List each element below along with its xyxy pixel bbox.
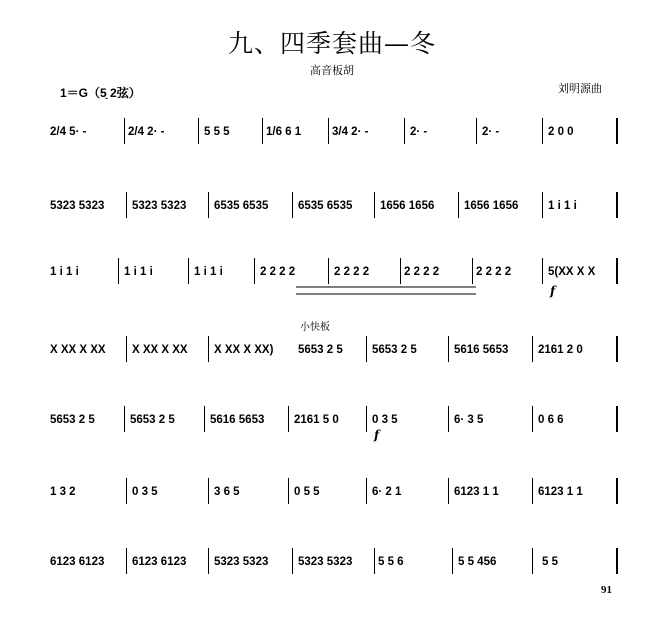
measure: 5323 5323 [214,556,269,568]
bar-line [208,336,209,362]
measure: 2· - [410,126,428,138]
tempo-marking: 小快板 [300,322,330,333]
bar-line [616,478,618,504]
score-row-2 [48,190,618,224]
bar-line [616,258,618,284]
measure: 3/4 2· - [332,126,369,138]
measure: 2 2 2 2 [334,266,370,278]
bar-line [404,118,405,144]
bar-line [542,192,543,218]
dynamic-marking: f [374,428,380,442]
bar-line [292,548,293,574]
measure: 5(XX X X [548,266,596,278]
measure: 2 2 2 2 [476,266,512,278]
page-number: 91 [601,584,612,596]
measure: X XX X XX [132,344,188,356]
bar-line [448,336,449,362]
bar-line [542,258,543,284]
measure: 2 0 0 [548,126,574,138]
bar-line [616,118,618,144]
measure: 1 i 1 i [548,200,577,212]
bar-line [126,548,127,574]
measure: 2/4 2· - [128,126,165,138]
measure: 2/4 5· - [50,126,87,138]
bar-line [198,118,199,144]
score-row-3 [48,256,618,298]
bar-line [400,258,401,284]
bar-line [328,258,329,284]
measure: 1 i 1 i [124,266,153,278]
measure: 2 2 2 2 [260,266,296,278]
bar-line [452,548,453,574]
measure: 2 2 2 2 [404,266,440,278]
measure: 5323 5323 [132,200,187,212]
bar-line [616,406,618,432]
bar-line [118,258,119,284]
measure: 2161 2 0 [538,344,583,356]
piece-title: 九、四季套曲—冬 [227,29,436,58]
measure: 1 i 1 i [194,266,223,278]
measure: 2161 5 0 [294,414,339,426]
measure: 5 5 5 [204,126,230,138]
dynamic-marking: f [550,284,556,298]
bar-line [374,548,375,574]
bar-line [288,406,289,432]
composer-credit: 刘明源曲 [558,82,602,95]
bar-line [472,258,473,284]
bar-line [204,406,205,432]
bar-line [126,192,127,218]
bar-line [616,192,618,218]
score-row-6 [48,476,618,510]
measure: 3 6 5 [214,486,240,498]
instrument-label: 高音板胡 [310,64,354,77]
bar-line [292,192,293,218]
bar-line [126,478,127,504]
bar-line [124,406,125,432]
measure: 6123 6123 [132,556,187,568]
measure: 6· 3 5 [454,414,484,426]
bar-line [374,192,375,218]
bar-line [208,548,209,574]
measure: X XX X XX [50,344,106,356]
bar-line [532,406,533,432]
measure: 5 5 [542,556,558,568]
measure: 6535 6535 [214,200,269,212]
bar-line [254,258,255,284]
measure: 5653 2 5 [50,414,95,426]
measure: 0 5 5 [294,486,320,498]
score-row-1 [48,116,618,150]
bar-line [532,478,533,504]
bar-line [616,548,618,574]
bar-line [288,478,289,504]
score-row-5 [48,404,618,442]
score-row-7 [48,546,618,580]
measure: 6· 2 1 [372,486,402,498]
bar-line [124,118,125,144]
bar-line [208,192,209,218]
bar-line [188,258,189,284]
bar-line [328,118,329,144]
measure: 5 5 456 [458,556,497,568]
bar-line [366,406,367,432]
measure: 5 5 6 [378,556,404,568]
measure: 1 i 1 i [50,266,79,278]
bar-line [262,118,263,144]
measure: X XX X XX) [214,344,274,356]
measure: 5616 5653 [210,414,265,426]
measure: 0 3 5 [372,414,398,426]
bar-line [126,336,127,362]
measure: 6123 6123 [50,556,105,568]
measure: 5323 5323 [50,200,105,212]
measure: 1 3 2 [50,486,76,498]
bar-line [616,336,618,362]
measure: 5323 5323 [298,556,353,568]
measure: 5616 5653 [454,344,509,356]
crescendo-hairpin [296,284,476,298]
bar-line [476,118,477,144]
measure: 2· - [482,126,500,138]
measure: 6123 1 1 [454,486,499,498]
measure: 0 6 6 [538,414,564,426]
bar-line [366,336,367,362]
bar-line [448,478,449,504]
bar-line [542,118,543,144]
measure: 6123 1 1 [538,486,583,498]
measure: 1/6 6 1 [266,126,302,138]
measure: 5653 2 5 [130,414,175,426]
bar-line [532,336,533,362]
bar-line [366,478,367,504]
score-row-4 [48,322,618,368]
bar-line [458,192,459,218]
measure: 5653 2 5 [298,344,343,356]
measure: 0 3 5 [132,486,158,498]
key-signature: 1＝G（5̣ 2弦） [60,86,141,100]
bar-line [448,406,449,432]
measure: 1656 1656 [464,200,519,212]
bar-line [532,548,533,574]
bar-line [208,478,209,504]
measure: 1656 1656 [380,200,435,212]
measure: 6535 6535 [298,200,353,212]
measure: 5653 2 5 [372,344,417,356]
